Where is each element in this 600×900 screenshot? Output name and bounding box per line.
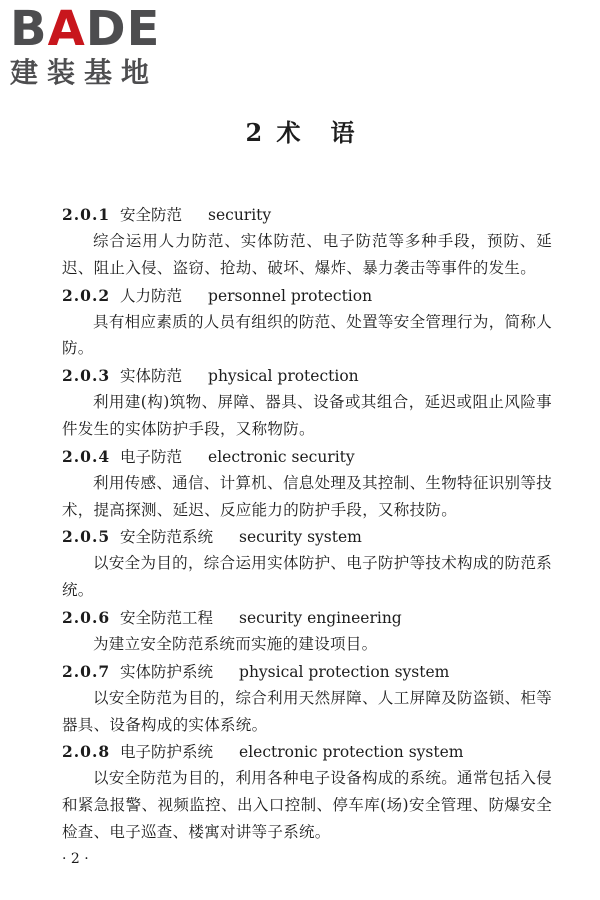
term-chinese-name: 实体防护系统: [120, 662, 214, 681]
term-english-name: physical protection: [208, 367, 359, 386]
term-english-name: physical protection system: [239, 662, 450, 681]
term-heading: [62, 443, 552, 470]
term-definition: 以安全为目的，综合运用实体防护、电子防护等技术构成的防范系统。: [62, 554, 552, 600]
term-number: 2.0.1: [62, 205, 111, 224]
term-number: 2.0.8: [62, 742, 111, 762]
term-entry: [62, 523, 552, 604]
term-chinese-name: 人力防范: [120, 286, 183, 305]
term-entry: [62, 658, 552, 739]
logo-letter-a: A: [47, 1, 86, 57]
term-definition: 利用传感、通信、计算机、信息处理及其控制、生物特征识别等技术，提高探测、延迟、反应能力的防护手段，又称技防。: [62, 473, 552, 519]
chapter-title: [0, 118, 600, 148]
term-entry: [62, 738, 552, 845]
logo-wordmark: BADE: [10, 1, 161, 57]
term-english-name: electronic security: [208, 447, 355, 466]
term-heading: [62, 738, 552, 765]
term-heading: [62, 201, 552, 228]
term-chinese-name: 电子防范: [120, 447, 183, 466]
term-definition: 利用建(构)筑物、屏障、器具、设备或其组合，延迟或阻止风险事件发生的实体防护手段，又称物防。: [62, 393, 552, 438]
term-number: 2.0.5: [62, 527, 111, 547]
term-definition: 综合运用人力防范、实体防范、电子防范等多种手段，预防、延迟、阻止入侵、盗窃、抢劫、破坏、爆炸、暴力袭击等事件的发生。: [62, 232, 552, 277]
term-entry: [62, 201, 552, 282]
page-number: · 2 ·: [62, 851, 89, 867]
term-heading: [62, 362, 552, 389]
term-entry: [62, 282, 552, 363]
term-english-name: security engineering: [239, 608, 402, 627]
term-entry: [62, 604, 552, 658]
term-heading: [62, 658, 552, 685]
term-list: [62, 201, 552, 846]
term-definition: 为建立安全防范系统而实施的建设项目。: [93, 634, 378, 653]
term-english-name: security: [208, 206, 272, 224]
term-number: 2.0.3: [62, 366, 111, 386]
term-entry: [62, 362, 552, 443]
term-number: 2.0.4: [62, 446, 111, 466]
term-heading: [62, 604, 552, 631]
term-english-name: electronic protection system: [239, 743, 464, 762]
bade-logo: [10, 1, 180, 90]
term-heading: [62, 523, 552, 550]
term-number: 2.0.2: [62, 285, 111, 305]
term-definition: 具有相应素质的人员有组织的防范、处置等安全管理行为，简称人防。: [62, 312, 552, 358]
term-chinese-name: 安全防范: [120, 206, 183, 224]
term-chinese-name: 安全防范工程: [120, 608, 214, 627]
term-heading: [62, 282, 552, 309]
chapter-heading: 术语: [276, 118, 385, 147]
term-number: 2.0.6: [62, 607, 111, 627]
term-chinese-name: 实体防范: [120, 367, 183, 386]
term-definition: 以安全防范为目的，综合利用天然屏障、人工屏障及防盗锁、柜等器具、设备构成的实体系统。: [62, 688, 552, 734]
term-english-name: security system: [239, 528, 362, 547]
logo-subtitle: 建装基地: [10, 56, 159, 89]
term-chinese-name: 电子防护系统: [120, 743, 214, 762]
chapter-number: 2: [245, 118, 263, 147]
term-number: 2.0.7: [62, 661, 111, 681]
term-english-name: personnel protection: [208, 286, 373, 305]
term-chinese-name: 安全防范系统: [120, 528, 214, 547]
term-entry: [62, 443, 552, 524]
term-definition: 以安全防范为目的，利用各种电子设备构成的系统。通常包括入侵和紧急报警、视频监控、出入口控制、停车库(场)安全管理、防爆安全检查、电子巡查、楼寓对讲等子系统。: [62, 769, 552, 841]
